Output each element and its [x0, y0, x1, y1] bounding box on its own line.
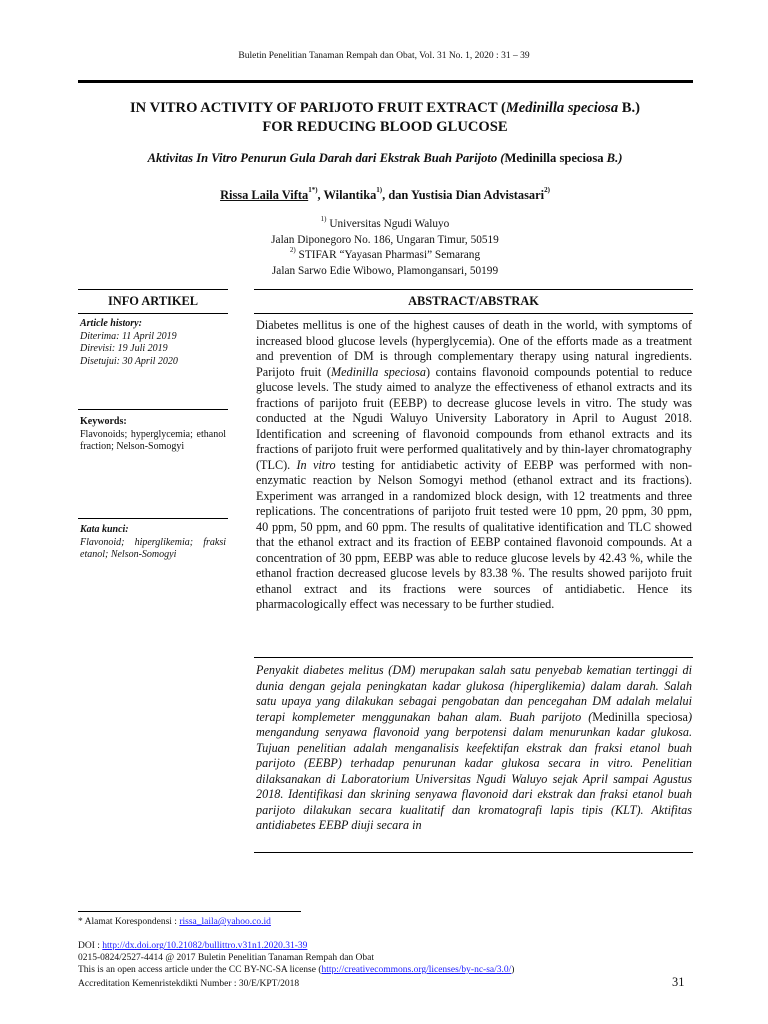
paper-title	[60, 99, 710, 137]
subtitle-species: Medinilla speciosa	[504, 151, 604, 165]
history-label: Article history:	[80, 318, 142, 329]
keywords-box	[80, 416, 226, 454]
article-history	[80, 318, 226, 368]
license-link[interactable]: http://creativecommons.org/licenses/by-nc-sa/3.0/	[321, 965, 512, 975]
abstract-text: ) contains flavonoid compounds potential to reduce glucose levels. The study aimed to analyze the effectiveness of ethanol extracts and its fractions of parijoto fruit (EEBP) to decrease glucose levels in vitro. The study was conducted at the Ngudi Waluyo University Laboratory in April to August 2018. Identification and screening of flavonoid compounds from ethanol extracts and its fractions of parijoto fruit were performed qualitatively and by thin-layer chromatography (TLC).	[256, 364, 693, 472]
info-artikel-heading: INFO ARTIKEL	[107, 294, 199, 308]
doi-link[interactable]: http://dx.doi.org/10.21082/bullittro.v31n1.2020.31-39	[102, 941, 308, 951]
author-name: , dan Yustisia Dian Advistasari	[382, 188, 545, 202]
abstract-text: testing for antidiabetic activity of EEBP was performed with non-enzymatic reaction by Nelson Somogyi method (ethanol extract and its fractions). Experiment was arranged in a randomized block design, with 12 treatments and three replications. The concentrations of parijoto fruit tested were 10 ppm, 20 ppm, 30 ppm, 40 ppm, 50 ppm, and 60 ppm. The results of qualitative identification and TLC showed that the ethanol extract and its fraction of EEBP contained flavonoid compounds. At a concentration of 30 ppm, EEBP was able to reduce glucose levels by 42.43 %, while the ethanol fraction decreased glucose levels by 83.38 %. The results showed parijoto fruit ethanol extract and its fractions were sources of antidiabetic. Hence its pharmacologically effect was necessary to be further studied.	[256, 457, 693, 611]
author-list	[60, 188, 710, 203]
kata-kunci-text: Flavonoid; hiperglikemia; fraksi etanol; Nelson-Somogyi	[80, 536, 226, 560]
history-revised: Direvisi: 19 Juli 2019	[80, 343, 168, 354]
abstract-text: Diabetes mellitus is one of the highest causes of death in the world, with symptoms of increased blood glucose levels (hyperglycemia). One of the efforts made as a treatment and prevention of DM is through complementary therapy using natural ingredients. Parijoto fruit (	[256, 318, 692, 379]
title-line-2: FOR REDUCING BLOOD GLUCOSE	[262, 119, 508, 135]
affil-line: STIFAR “Yayasan Pharmasi” Semarang	[295, 249, 481, 261]
correspondence-email-link[interactable]: rissa_laila@yahoo.co.id	[179, 917, 271, 927]
accreditation-line: Accreditation Kemenristekdikti Number : 30/E/KPT/2018	[78, 979, 300, 989]
title-species: Medinilla speciosa	[505, 100, 619, 116]
author-name: , Wilantika	[317, 188, 377, 202]
affil-line: Jalan Sarwo Edie Wibowo, Plamongansari, 50199	[271, 264, 499, 277]
author-sup: 2)	[544, 186, 550, 194]
title-part: IN VITRO ACTIVITY OF PARIJOTO FRUIT EXTRACT (	[129, 100, 506, 116]
kata-kunci-box	[80, 524, 226, 562]
abstract-english	[256, 318, 692, 613]
affil-line: Universitas Ngudi Waluyo	[326, 218, 450, 230]
history-accepted: Disetujui: 30 April 2020	[80, 355, 178, 367]
affil-sup: 1)	[320, 215, 327, 223]
info-divider	[78, 409, 228, 410]
abstrak-bottom-rule	[254, 852, 693, 853]
abstract-species: Medinilla speciosa	[330, 364, 426, 379]
info-top-rule	[78, 289, 228, 290]
info-divider	[78, 518, 228, 519]
affiliations	[100, 217, 670, 279]
abstract-header-rule	[254, 313, 693, 314]
license-line	[78, 965, 514, 975]
info-header-rule	[78, 313, 228, 314]
keywords-label: Keywords:	[80, 416, 127, 427]
issn-line: 0215-0824/2527-4414 @ 2017 Buletin Penelitian Tanaman Rempah dan Obat	[78, 953, 375, 963]
correspondence-footnote	[78, 917, 271, 927]
abstract-divider	[254, 657, 693, 658]
author-sup: 1*)	[308, 186, 318, 194]
paper-subtitle	[60, 151, 710, 166]
license-text: This is an open access article under the CC BY-NC-SA license (	[78, 965, 322, 975]
journal-header: Buletin Penelitian Tanaman Rempah dan Obat, Vol. 31 No. 1, 2020 : 31 – 39	[238, 51, 530, 61]
license-text: )	[511, 965, 515, 975]
subtitle-main: Aktivitas In Vitro Penurun Gula Darah dari Ekstrak Buah Parijoto (	[147, 151, 505, 165]
abstract-invitro: In vitro	[296, 457, 336, 472]
footnote-rule	[78, 911, 301, 912]
title-part: B.)	[618, 100, 641, 116]
correspondence-label: * Alamat Korespondensi :	[78, 917, 180, 927]
abstrak-indonesian	[256, 663, 692, 834]
abstrak-text: Penyakit diabetes melitus (DM) merupakan salah satu penyebab kematian tertinggi di dunia dengan gejala peningkatan kadar glukosa (hiperglikemia) dalam darah. Salah satu upaya yang dilakukan sebagai pengobatan dan pencegahan DM adalah melalui terapi komplemeter menggunakan bahan alam. Buah parijoto (	[256, 663, 692, 724]
history-received: Diterima: 11 April 2019	[80, 330, 177, 342]
doi-label: DOI :	[78, 941, 103, 951]
abstrak-text: ) mengandung senyawa flavonoid yang berpotensi dalam menurunkan kadar glukosa. Tujuan penelitian adalah menganalisis keefektifan ekstrak dan fraksi etanol buah parijoto (EEBP) terhadap penurunan kadar glukosa secara in vitro. Penelitian dilaksanakan di Laboratorium Universitas Ngudi Waluyo sejak April sampai Agustus 2018. Identifikasi dan skrining senyawa flavonoid dari ekstrak dan fraksi etanol buah parijoto dilakukan secara kualitatif dan kromatografi lapis tipis (KLT). Aktifitas antidiabetes EEBP diuji secara in	[256, 709, 692, 832]
subtitle-post: B.)	[603, 151, 623, 165]
abstract-heading: ABSTRACT/ABSTRAK	[408, 294, 539, 308]
abstrak-species: Medinilla speciosa	[592, 709, 688, 724]
author-sup: 1)	[376, 186, 383, 194]
doi-line	[78, 941, 307, 951]
kata-kunci-label: Kata kunci:	[80, 524, 129, 535]
page-number: 31	[672, 975, 685, 989]
abstract-top-rule	[254, 289, 693, 290]
header-rule	[78, 80, 693, 83]
affil-sup: 2)	[289, 246, 296, 254]
affil-line: Jalan Diponegoro No. 186, Ungaran Timur, 50519	[271, 233, 499, 246]
keywords-text: Flavonoids; hyperglycemia; ethanol fraction; Nelson-Somogyi	[80, 428, 226, 452]
author-corresponding: Rissa Laila Vifta	[220, 188, 309, 202]
